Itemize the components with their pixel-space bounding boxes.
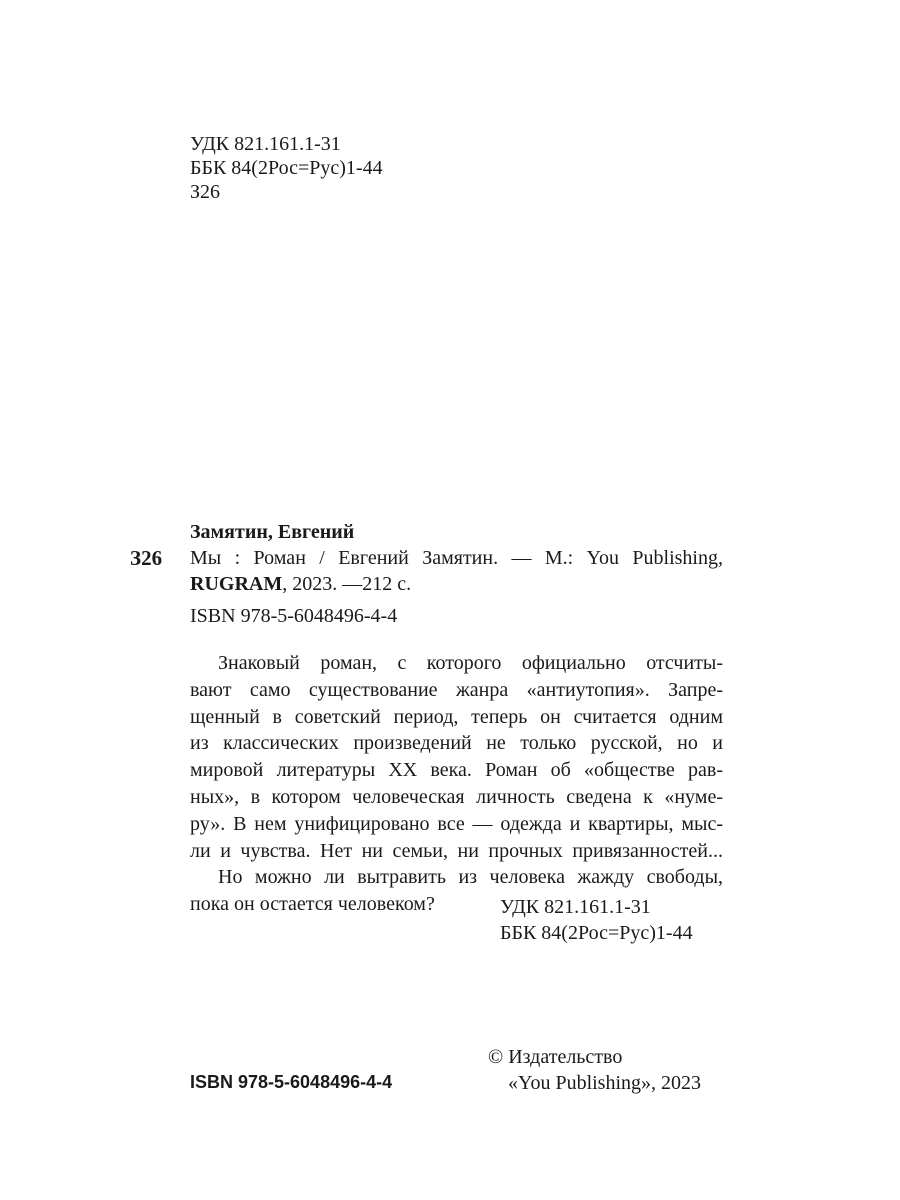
bbk-code: ББК 84(2Рос=Рус)1-44 <box>190 157 383 179</box>
copyright-notice <box>488 1044 701 1096</box>
copyright-line-2: «You Publishing», 2023 <box>508 1072 702 1094</box>
annotation-paragraph <box>190 650 723 918</box>
catalog-isbn: ISBN 978-5-6048496-4-4 <box>190 605 398 627</box>
annotation-line: щенный в советский период, теперь он считается одним <box>190 705 723 728</box>
annotation-line: ру». В нем унифицировано все — одежда и квартиры, мыс- <box>190 812 723 835</box>
annotation-line: пока он остается человеком? <box>190 893 435 916</box>
annotation-line: ли и чувства. Нет ни семьи, ни прочных привязанностей... <box>190 839 723 862</box>
annotation-line: мировой литературы XX века. Роман об «обществе рав- <box>190 759 723 782</box>
bottom-classification-codes <box>500 894 693 946</box>
author-mark: З26 <box>190 181 221 203</box>
footer-isbn: ISBN 978-5-6048496-4-4 <box>190 1072 393 1092</box>
catalog-title-line: Мы : Роман / Евгений Замятин. — М.: You Publishing, <box>190 547 723 569</box>
udk-code: УДК 821.161.1-31 <box>190 133 341 155</box>
catalog-imprint-details: , 2023. —212 с. <box>282 573 412 595</box>
top-classification-codes <box>190 132 383 204</box>
catalog-author-mark: З26 <box>130 546 163 570</box>
annotation-line: из классических произведений не только русской, но и <box>190 732 723 755</box>
catalog-author: Замятин, Евгений <box>190 521 355 543</box>
annotation-line: Но можно ли вытравить из человека жажду свободы, <box>218 866 723 889</box>
catalog-imprint <box>190 572 411 596</box>
annotation-line: ных», в котором человеческая личность сведена к «нуме- <box>190 785 723 808</box>
bbk-code-bottom: ББК 84(2Рос=Рус)1-44 <box>500 922 693 944</box>
udk-code-bottom: УДК 821.161.1-31 <box>500 896 651 918</box>
catalog-imprint-publisher: RUGRAM <box>190 573 283 595</box>
annotation-line: Знаковый роман, с которого официально отсчиты- <box>218 652 723 674</box>
copyright-line-1: © Издательство <box>488 1046 623 1068</box>
annotation-line: вают само существование жанра «антиутопия». Запре- <box>190 678 723 701</box>
